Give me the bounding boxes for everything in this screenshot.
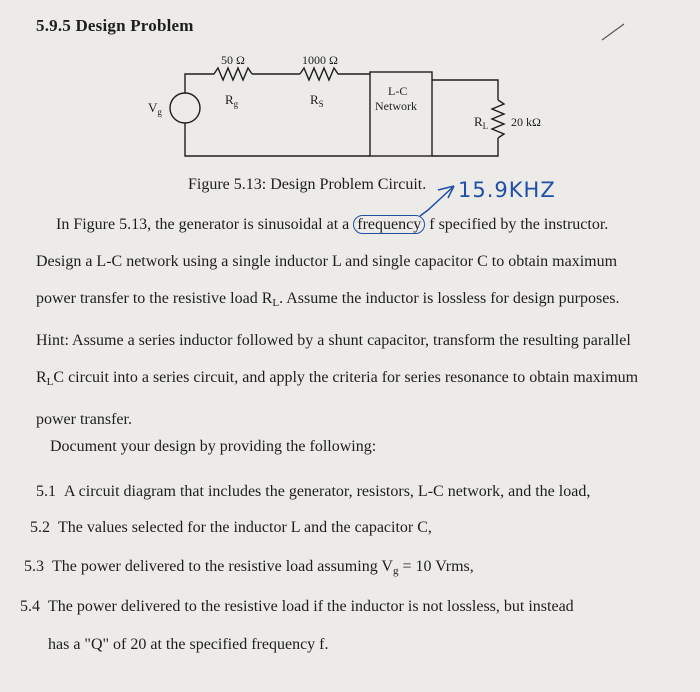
rg-value-label: 50 Ω [221,53,245,67]
resistor-rs-symbol [300,68,338,80]
vg-label: $V_g$ [148,100,162,117]
network-label-line1: L-C [388,84,408,98]
rs-value-label: 1000 Ω [302,53,338,67]
top-wire-right [432,80,498,100]
figure-caption: Figure 5.13: Design Problem Circuit. [188,176,427,193]
voltage-source-icon [170,93,200,123]
rl-label: $R_L$ [474,114,489,131]
document-instruction: Document your design by providing the following: [50,438,377,455]
problem-paragraph: In Figure 5.13, the generator is sinusoidal at a frequency f specified by the instructor. Design a L-C network using a single inductor L and single capacitor C to obtain maximum power transfer to the resistive load $R_L$. Assume the inductor is lossless for design purposes. Hint: Assume a series inductor followed by a shunt capacitor, transform the resulting parallel $R_LC$ circuit into a series circuit, and apply the criteria for series resonance to obtain maximum power transfer. [36,216,639,428]
bottom-wire-right [432,138,498,156]
handwritten-frequency-note: 15.9KHZ [458,178,556,202]
list-item-5-2: 5.2 The values selected for the inductor L and the capacitor C, [30,519,432,536]
list-item-5-3: 5.3 The power delivered to the resistive load assuming $V_g = 10$ Vrms, [24,558,474,577]
list-item-5-1: 5.1 A circuit diagram that includes the generator, resistors, L-C network, and the load, [36,483,591,500]
circuit-diagram [0,0,700,175]
bottom-wire-left [185,132,370,156]
rg-label: $R_g$ [225,92,239,109]
rs-label: $R_S$ [310,92,324,109]
resistor-rg-symbol [214,68,252,80]
rl-value-label: 20 kΩ [511,115,541,129]
list-item-5-4: 5.4 The power delivered to the resistive load if the inductor is not lossless, but instead [20,598,574,615]
section-heading: 5.9.5 Design Problem [36,16,194,35]
top-wire-left [185,74,214,84]
circled-word: frequency [353,215,425,234]
list-item-5-4-continuation: has a "Q" of 20 at the specified frequency f. [48,636,329,653]
resistor-rl-symbol [492,100,504,138]
network-label-line2: Network [375,99,417,113]
